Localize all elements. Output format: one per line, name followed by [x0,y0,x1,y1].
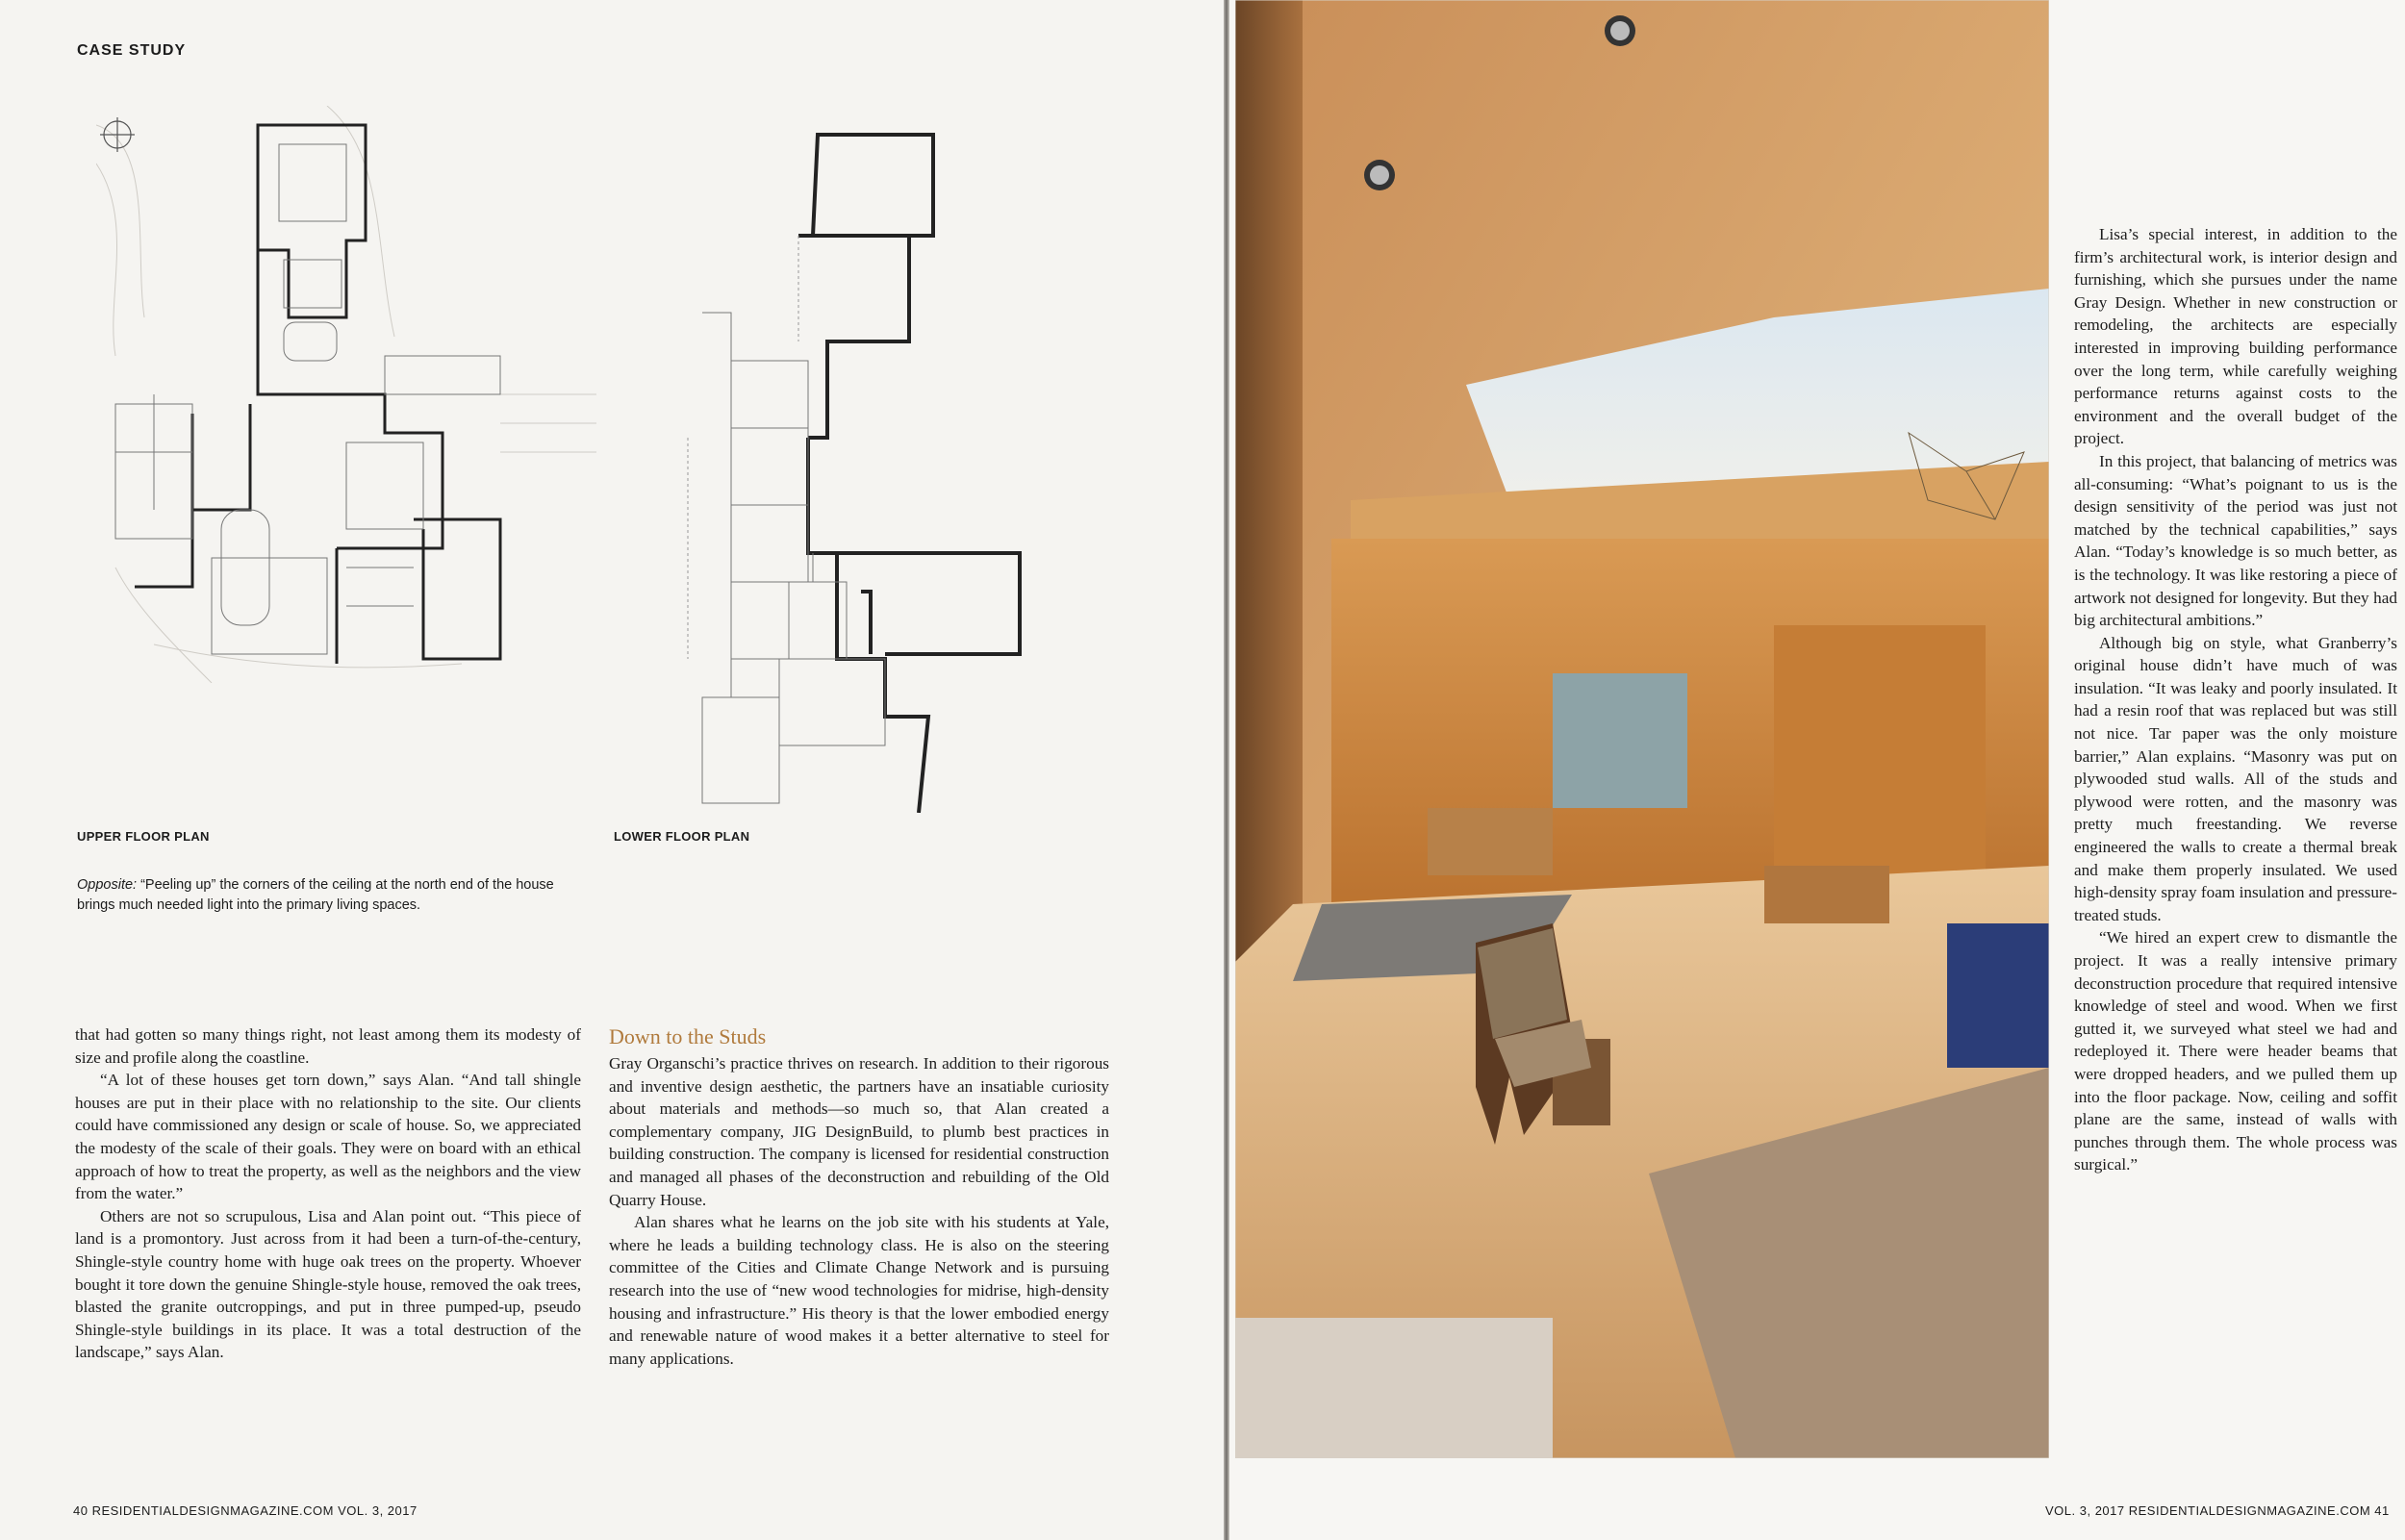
photo-caption [77,875,577,916]
paragraph: “A lot of these houses get torn down,” says Alan. “And tall shingle houses are put in their place with no relationship to the site. Our clients could have commissioned any design or scale of house. So, we appreciated the modesty of the scale of their goals. They were on board with an ethical approach of how to treat the property, as well as the neighbors and the view from the water.” [75,1071,581,1203]
section-kicker: CASE STUDY [77,42,187,59]
section-heading: Down to the Studs [609,1024,767,1048]
upper-floor-plan [96,106,596,683]
paragraph: Gray Organschi’s practice thrives on research. In addition to their rigorous and inventive design aesthetic, the partners have an insatiable curiosity about materials and methods—so much so, that Alan created a complementary company, JIG DesignBuild, to plumb best practices in building construction. The company is licensed for residential construction and managed all phases of the deconstruction and rebuilding of the Old Quarry House. [609,1054,1109,1209]
paragraph: that had gotten so many things right, not least among them its modesty of size and profile along the coastline. [75,1025,581,1067]
upper-floor-plan-label: UPPER FLOOR PLAN [77,829,210,844]
lower-floor-plan [673,120,1058,813]
text-column-2 [609,1023,1109,1370]
caption-text: “Peeling up” the corners of the ceiling at the north end of the house brings much needed light into the primary living spaces. [77,877,554,913]
caption-lead: Opposite: [77,877,138,893]
interior-photo [1235,0,2049,1458]
lower-floor-plan-label: LOWER FLOOR PLAN [614,829,750,844]
text-column-1 [75,1023,581,1364]
paragraph: Others are not so scrupulous, Lisa and Alan point out. “This piece of land is a promontory. Just across from it had been a turn-of-the-century, Shingle-style country home with huge oak trees on the property. Whoever bought it tore down the genuine Shingle-style house, removed the oak trees, blasted the granite outcroppings, and put in three pumped-up, pseudo Shingle-style buildings in its place. It was a total destruction of the landscape,” says Alan. [75,1206,581,1362]
paragraph: Lisa’s special interest, in addition to the firm’s architectural work, is interior design and furnishing, which she pursues under the name Gray Design. Whether in new construction or remodeling, the architects are especially interested in improving building performance over the long term, while carefully weighing performance returns against costs to the environment and the overall budget of the project. [2074,225,2397,448]
paragraph: Although big on style, what Granberry’s original house didn’t have much of was insulation. “It was leaky and poorly insulated. It had a resin roof that was replaced but was still not nice. Tar paper was the only moisture barrier,” Alan explains. “Masonry was put on plywooded stud walls. All of the studs and plywood were rotten, and the masonry was pretty much freestanding. We reverse engineered the walls to create a thermal break and make them properly insulated. We used high-density spray foam insulation and pressure-treated studs. [2074,633,2397,924]
paragraph: “We hired an expert crew to dismantle the project. It was a really intensive primary deconstruction procedure that required intensive knowledge of steel and wood. When we first gutted it, we surveyed what steel we had and redeployed it. There were header beams that were dropped headers, and we pulled them up into the floor package. Now, ceiling and soffit plane are the same, instead of walls with punches through them. The whole process was surgical.” [2074,928,2397,1174]
paragraph: In this project, that balancing of metrics was all-consuming: “What’s poignant to us is the design sensitivity of the period was just not matched by the technical capabilities,” says Alan. “Today’s knowledge is so much better, as is the technology. It was like restoring a piece of artwork not designed for longevity. But they had big architectural ambitions.” [2074,451,2397,630]
paragraph: Alan shares what he learns on the job site with his students at Yale, where he leads a building technology class. He is also on the steering committee of the Cities and Climate Change Network and is pursuing research into the use of “new wood technologies for midrise, high-density housing and infrastructure.” His theory is that the lower embodied energy and renewable nature of wood makes it a better alternative to steel for many applications. [609,1213,1109,1368]
page-folio-left: 40 RESIDENTIALDESIGNMAGAZINE.COM VOL. 3, 2017 [73,1503,418,1518]
lower-floor-plan-drawing [673,120,1058,813]
page-folio-right: VOL. 3, 2017 RESIDENTIALDESIGNMAGAZINE.COM 41 [2045,1503,2390,1518]
interior-photo-image [1235,0,2049,1458]
text-column-right [2074,223,2397,1176]
upper-floor-plan-drawing [96,106,596,683]
